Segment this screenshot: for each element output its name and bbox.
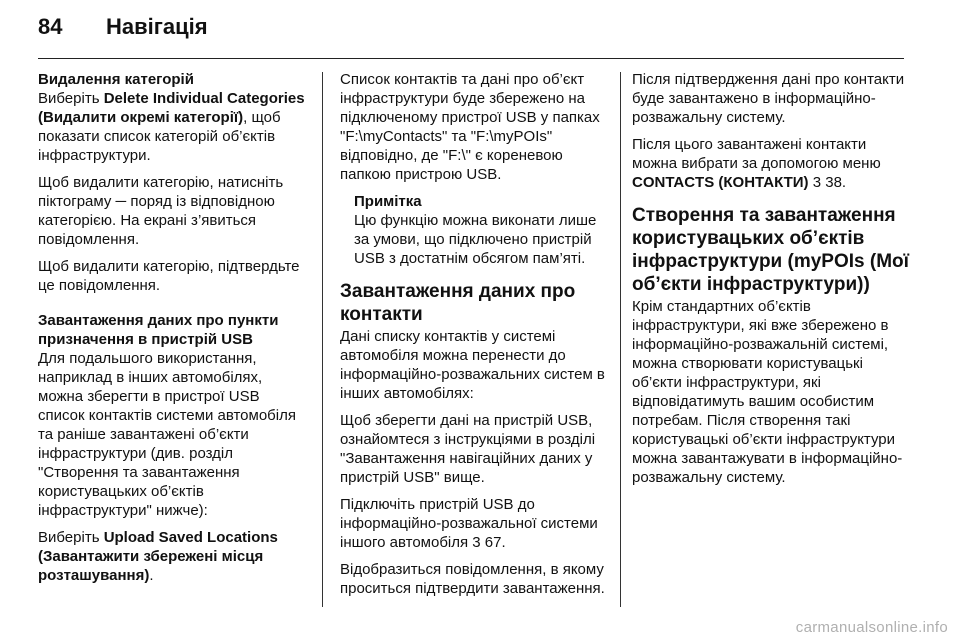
page-ref-icon: 3 (472, 534, 481, 551)
text: Після цього завантажені контакти можна вибрати за допомогою меню (632, 136, 881, 172)
column-divider (620, 72, 621, 607)
header-rule (38, 58, 904, 59)
column-3 (632, 70, 910, 495)
section-heading: Завантаження даних про пункти призначення в пристрій USB (38, 312, 279, 348)
paragraph: Щоб видалити категорію, натисніть піктограму ─ поряд із відповідною категорією. На екрані з’явиться повідомлення. (38, 174, 284, 248)
paragraph (632, 135, 910, 192)
paragraph: Після підтвердження дані про контакти буде завантажено в інформаційно-розважальну систему. (632, 71, 905, 126)
paragraph: Для подальшого використання, наприклад в інших автомобілях, можна зберегти в пристрої USB список контактів системи автомобіля та раніше завантажені об’єкти інфраструктури (див. розділ "Створення та завантаження користувацьких об’єктів інфраструктури" нижче): (38, 350, 296, 519)
watermark: carmanualsonline.info (795, 619, 948, 636)
page-title: Навігація (106, 14, 208, 39)
column-divider (322, 72, 323, 607)
paragraph: Щоб видалити категорію, підтвердьте це повідомлення. (38, 258, 300, 294)
paragraph: Щоб зберегти дані на пристрій USB, ознайомтеся з інструкціями в розділі "Завантаження навігаційних даних у пристрій USB" вище. (340, 412, 596, 486)
page-number: 84 (38, 14, 63, 39)
section-heading: Створення та завантаження користувацьких об’єктів інфраструктури (myPOIs (Мої об’єкти інфраструктури)) (632, 205, 909, 295)
text: Виберіть (38, 529, 104, 546)
note-box (354, 192, 608, 268)
paragraph: Дані списку контактів у системі автомобіля можна перенести до інформаційно-розважальних систем в інших автомобілях: (340, 328, 605, 402)
menu-option: Delete Individual Categories (Видалити окремі категорії) (38, 90, 305, 126)
section-heading: Завантаження даних про контакти (340, 281, 576, 325)
paragraph: Відобразиться повідомлення, в якому проситься підтвердити завантаження. (340, 561, 605, 597)
column-2 (340, 70, 608, 606)
section-heading: Видалення категорій (38, 71, 194, 88)
menu-option: Upload Saved Locations (Завантажити збережені місця розташування) (38, 529, 278, 584)
text: . (149, 567, 154, 584)
page-ref-icon: 3 (812, 174, 822, 191)
page-ref: 67. (480, 534, 506, 551)
note-title: Примітка (354, 193, 422, 210)
paragraph: Крім стандартних об’єктів інфраструктури, які вже збережено в інформаційно-розважальній системі, можна створювати користувацькі об’єкти інфраструктури, які відповідатимуть вашим особистим потребам. Після створення такі користувацькі об’єкти інфраструктури можна завантажувати в інформаційно-розважальну систему. (632, 298, 903, 486)
text: Підключіть пристрій USB до інформаційно-розважальної системи іншого автомобіля (340, 496, 598, 551)
paragraph (38, 89, 310, 165)
page-header (38, 14, 208, 40)
page-ref: 38. (821, 174, 847, 191)
column-1 (38, 70, 310, 593)
menu-option: CONTACTS (КОНТАКТИ) (632, 174, 809, 191)
paragraph (38, 528, 310, 585)
note-text: Цю функцію можна виконати лише за умови, що підключено пристрій USB з достатнім обсягом пам’яті. (354, 212, 597, 267)
text: Виберіть (38, 90, 104, 107)
paragraph: Список контактів та дані про об’єкт інфраструктури буде збережено на підключеному пристрої USB у папках "F:\myContacts" та "F:\myPOIs" відповідно, де "F:\" є кореневою папкою пристрою USB. (340, 71, 600, 183)
text: , щоб показати список категорій об’єктів інфраструктури. (38, 109, 281, 164)
paragraph (340, 495, 608, 552)
